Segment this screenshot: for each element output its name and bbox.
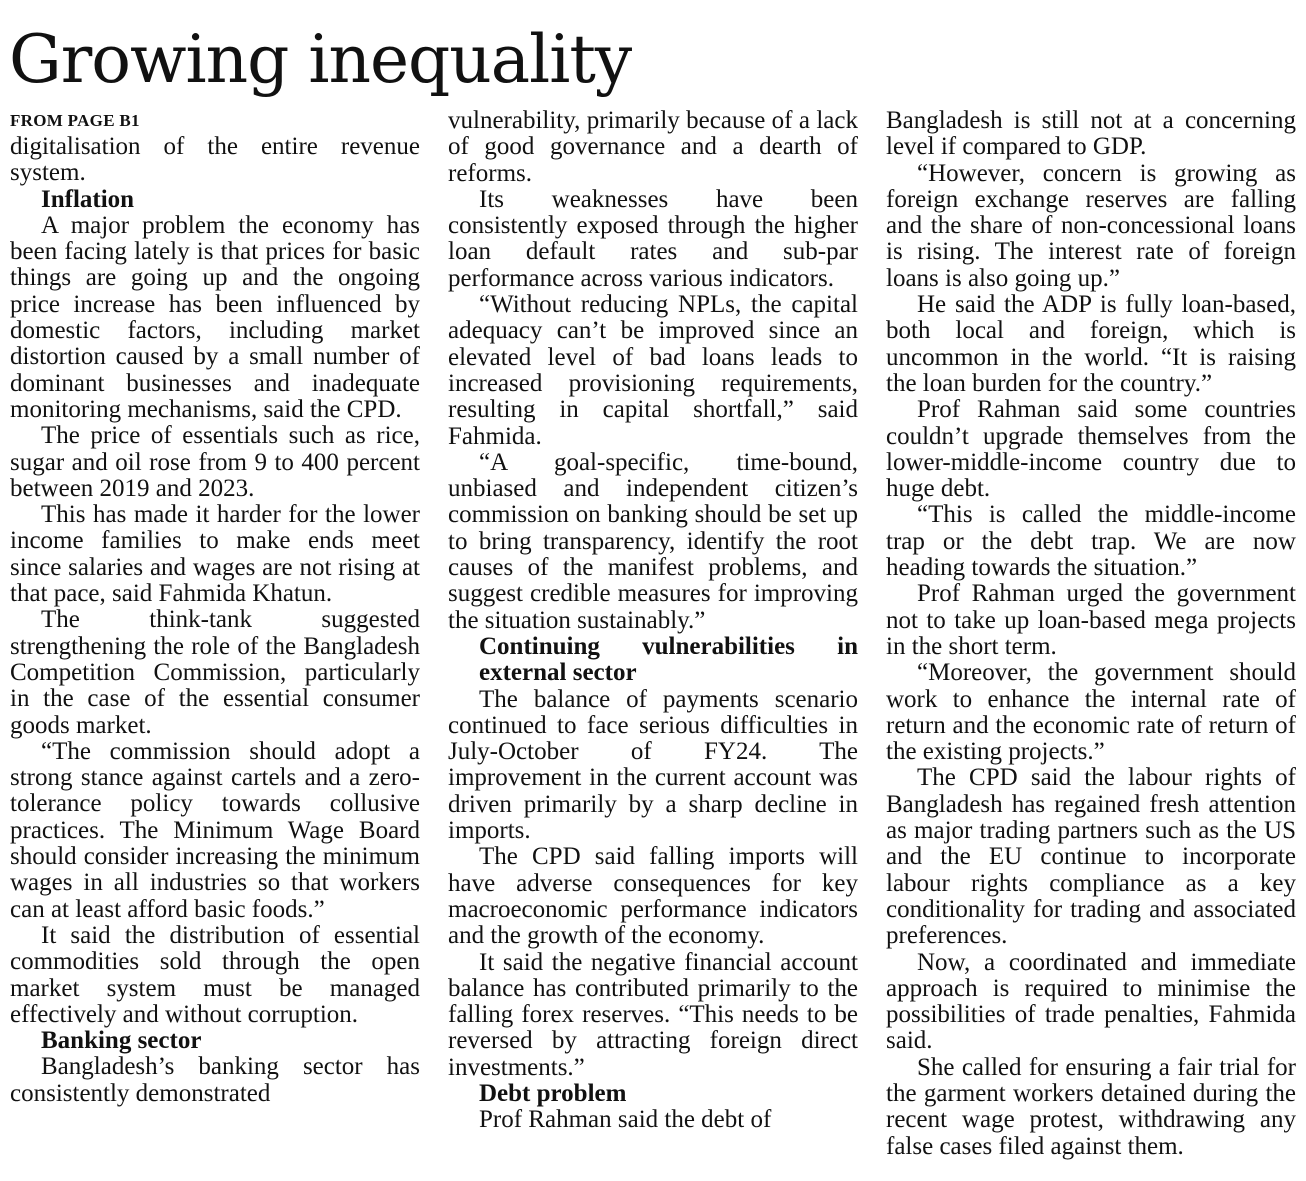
paragraph: “A goal-specific, time-bound, unbiased and independent citizen’s commission on banking should be set up to bring transparency, identify the root causes of the manifest problems, and suggest credible measures for improving the situation sustainably.” bbox=[448, 448, 858, 634]
subhead-banking-sector: Banking sector bbox=[41, 1027, 202, 1055]
paragraph: “However, concern is growing as foreign exchange reserves are falling and the share of non-concessional loans is rising. The interest rate of foreign loans is also going up.” bbox=[886, 159, 1296, 292]
paragraph: Prof Rahman urged the government not to take up loan-based mega projects in the short term. bbox=[886, 580, 1296, 660]
dateline: FROM PAGE B1 bbox=[10, 111, 140, 130]
paragraph: Prof Rahman said the debt of bbox=[479, 1106, 772, 1134]
paragraph: A major problem the economy has been facing lately is that prices for basic things are going up and the ongoing price increase has been influenced by domestic factors, including market distortion caused by a small number of dominant businesses and inadequate monitoring mechanisms, said the CPD. bbox=[10, 211, 420, 423]
paragraph: vulnerability, primarily because of a lack of good governance and a dearth of reforms. bbox=[448, 107, 858, 187]
subhead-inflation: Inflation bbox=[41, 185, 135, 213]
paragraph: “Moreover, the government should work to enhance the internal rate of return and the economic rate of return of the existing projects.” bbox=[886, 659, 1296, 766]
paragraph: The CPD said the labour rights of Bangladesh has regained fresh attention as major trading partners such as the US and the EU continue to incorporate labour rights compliance as a key conditionality for trading and associated preferences. bbox=[886, 764, 1296, 950]
paragraph: The price of essentials such as rice, sugar and oil rose from 9 to 400 percent between 2019 and 2023. bbox=[10, 422, 420, 502]
paragraph: The balance of payments scenario continued to face serious difficulties in July-October of FY24. The improvement in the current account was driven primarily by a sharp decline in imports. bbox=[448, 685, 858, 845]
column-1 bbox=[10, 108, 420, 1107]
paragraph: “This is called the middle-income trap or the debt trap. We are now heading towards the situation.” bbox=[886, 501, 1296, 582]
paragraph: “Without reducing NPLs, the capital adequacy can’t be improved since an elevated level of bad loans leads to increased provisioning requirements, resulting in capital shortfall,” said Fahmida. bbox=[448, 291, 858, 450]
paragraph: Bangladesh is still not at a concerning level if compared to GDP. bbox=[886, 107, 1296, 161]
paragraph: Now, a coordinated and immediate approach is required to minimise the possibilities of trade penalties, Fahmida said. bbox=[886, 948, 1296, 1055]
paragraph: The think-tank suggested strengthening the role of the Bangladesh Competition Commission, particularly in the case of the essential consumer goods market. bbox=[10, 606, 420, 739]
paragraph: digitalisation of the entire revenue system. bbox=[10, 133, 420, 187]
paragraph: This has made it harder for the lower income families to make ends meet since salaries and wages are not rising at that pace, said Fahmida Khatun. bbox=[10, 501, 420, 608]
paragraph: Bangladesh’s banking sector has consistently demonstrated bbox=[10, 1053, 420, 1107]
headline: Growing inequality bbox=[9, 21, 632, 98]
paragraph: He said the ADP is fully loan-based, both local and foreign, which is uncommon in the world. “It is raising the loan burden for the country.” bbox=[886, 291, 1296, 397]
paragraph: Its weaknesses have been consistently exposed through the higher loan default rates and sub-par performance across various indicators. bbox=[448, 185, 858, 292]
paragraph: It said the negative financial account balance has contributed primarily to the falling forex reserves. “This needs to be reversed by attracting foreign direct investments.” bbox=[448, 948, 858, 1081]
paragraph: The CPD said falling imports will have adverse consequences for key macroeconomic performance indicators and the growth of the economy. bbox=[448, 843, 858, 950]
column-3 bbox=[886, 108, 1296, 1160]
column-2 bbox=[448, 108, 858, 1134]
paragraph: It said the distribution of essential commodities sold through the open market system must be managed effectively and without corruption. bbox=[10, 921, 420, 1028]
subhead-external-sector: Continuing vulnerabilities in external sector bbox=[479, 632, 858, 687]
paragraph: “The commission should adopt a strong stance against cartels and a zero-tolerance policy towards collusive practices. The Minimum Wage Board should consider increasing the minimum wages in all industries so that workers can at least afford basic foods.” bbox=[10, 737, 420, 923]
paragraph: Prof Rahman said some countries couldn’t upgrade themselves from the lower-middle-income country due to huge debt. bbox=[886, 396, 1296, 503]
paragraph: She called for ensuring a fair trial for the garment workers detained during the recent wage protest, withdrawing any false cases filed against them. bbox=[886, 1053, 1296, 1160]
subhead-debt-problem: Debt problem bbox=[479, 1079, 627, 1107]
